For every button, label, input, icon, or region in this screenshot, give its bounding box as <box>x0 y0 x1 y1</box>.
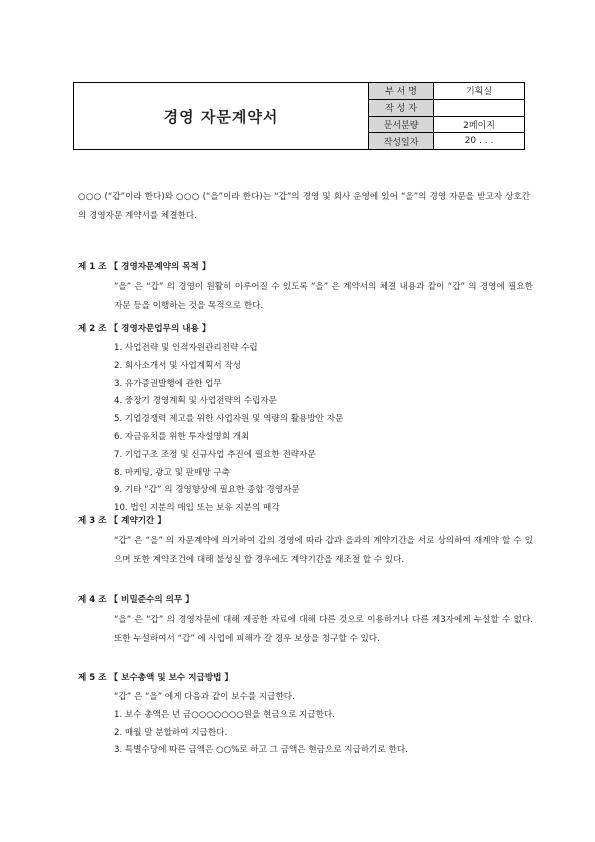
list-item: 10. 법인 지분의 매입 또는 보유 지분의 매각 <box>114 503 280 514</box>
meta-row-department <box>369 83 524 100</box>
document-title: 경영 자문계약서 <box>74 83 369 149</box>
document-meta <box>369 83 524 149</box>
list-item: 6. 자금유치를 위한 투자설명회 개최 <box>114 431 250 442</box>
intro-paragraph: ○○○ (“갑”이라 한다)와 ○○○ (“을”이라 한다)는 “갑”의 경영 및 회사 운영에 있어 “을”의 경영 자문을 받고자 상호간의 경영자문 계약서를 체결한다. <box>78 192 530 221</box>
article-body: “갑” 은 “을” 의 자문계약에 의거하여 갑의 경영에 따라 갑과 을과의 계약기간을 서로 상의하여 재계약 할 수 있으며 또한 계약조건에 대해 불성실 할 경우에도 계약기간을 재조절 할 수 있다. <box>114 536 533 565</box>
article-list <box>78 689 533 760</box>
article-4 <box>78 593 533 648</box>
list-item: 1. 사업전략 및 인적자원관리전략 수립 <box>114 343 258 353</box>
article-list <box>78 340 533 518</box>
article-2 <box>78 322 533 518</box>
list-item: 2. 매월 말 분할하여 지급한다. <box>114 727 228 738</box>
meta-row-date <box>369 133 524 149</box>
list-item: 1. 보수 총액은 년 금○○○○○○○원을 현금으로 지급한다. <box>114 709 335 720</box>
article-title: 제 4 조 【 비밀준수의 의무 】 <box>78 595 194 605</box>
list-item: 3. 특별수당에 따른 금액은 ○○%로 하고 그 금액은 현금으로 지급하기로 한다. <box>114 745 408 756</box>
meta-value: 2페이지 <box>463 120 495 131</box>
list-item: 3. 유가증권발행에 관한 업무 <box>114 378 222 389</box>
document-header-table <box>73 82 525 150</box>
meta-value <box>434 100 524 116</box>
list-item: 7. 기업구조 조정 및 신규사업 추진에 필요한 전략자문 <box>114 449 316 460</box>
list-item: 8. 마케팅, 광고 및 판매망 구축 <box>114 467 230 478</box>
meta-label: 부 서 명 <box>369 83 434 99</box>
article-3 <box>78 514 533 569</box>
article-1 <box>78 260 533 315</box>
article-body: “을” 은 “갑” 의 경영이 원활히 이루어질 수 있도록 “을” 은 계약서의 체결 내용과 같이 “갑” 의 경영에 필요한 자문 등을 이행하는 것을 목적으로 한다. <box>114 282 533 311</box>
article-title: 제 5 조 【 보수총액 및 보수 지급방법 】 <box>78 673 234 683</box>
meta-row-page-count <box>369 117 524 134</box>
list-item: 9. 기타 “갑” 의 경영향상에 필요한 종합 경영자문 <box>114 485 300 496</box>
article-body: “을” 은 “갑” 의 경영자문에 대해 제공한 자료에 대해 다른 것으로 이용하거나 다른 제3자에게 누설할 수 없다. 또한 누설하여서 “갑” 에 사업에 피해가 갈 경우 보상을 청구할 수 있다. <box>114 615 533 644</box>
meta-row-author <box>369 100 524 117</box>
meta-value: 20 . . . <box>464 136 494 147</box>
list-item: 4. 중장기 경영계획 및 사업전략의 수립자문 <box>114 396 277 407</box>
list-item: “갑” 은 “을” 에게 다음과 같이 보수를 지급한다. <box>114 692 295 702</box>
list-item: 5. 기업경쟁력 제고를 위한 사업자원 및 역량의 활용방안 자문 <box>114 414 344 425</box>
list-item: 2. 회사소개서 및 사업계획서 작성 <box>114 360 242 371</box>
article-5 <box>78 671 533 760</box>
article-title: 제 2 조 【 경영자문업무의 내용 】 <box>78 324 211 334</box>
meta-value: 기획실 <box>465 87 493 98</box>
meta-label: 문서분량 <box>369 117 434 133</box>
article-title: 제 1 조 【 경영자문계약의 목적 】 <box>78 262 211 272</box>
meta-label: 작성일자 <box>369 133 434 149</box>
meta-label: 작 성 자 <box>369 100 434 116</box>
article-title: 제 3 조 【 계약기간 】 <box>78 516 166 526</box>
